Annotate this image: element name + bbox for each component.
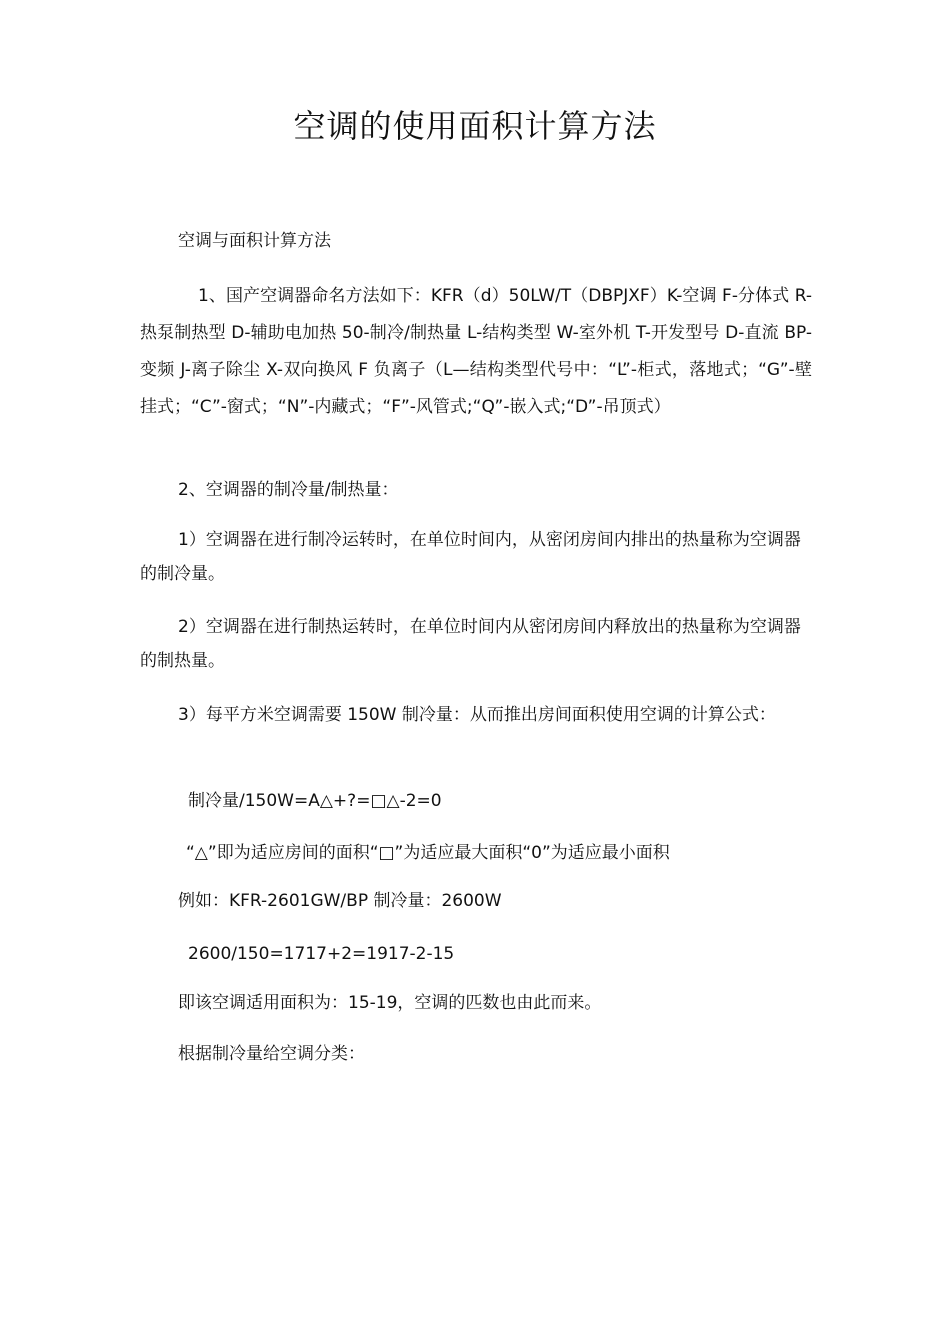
item-3-paragraph: 3）每平方米空调需要 150W 制冷量：从而推出房间面积使用空调的计算公式： (178, 705, 776, 725)
section-2-heading: 2、空调器的制冷量/制热量： (178, 480, 399, 500)
formula: 制冷量/150W=A△+?=□△-2=0 (188, 791, 442, 811)
item-2-paragraph: 2）空调器在进行制热运转时，在单位时间内从密闭房间内释放出的热量称为空调器的制热量。 (140, 617, 801, 671)
item-1-paragraph: 1）空调器在进行制冷运转时，在单位时间内，从密闭房间内排出的热量称为空调器的制冷量。 (140, 530, 801, 584)
example: 例如：KFR-2601GW/BP 制冷量：2600W (178, 891, 502, 911)
formula-note: “△”即为适应房间的面积“□”为适应最大面积“0”为适应最小面积 (186, 843, 670, 863)
subtitle: 空调与面积计算方法 (178, 231, 331, 251)
conclusion: 即该空调适用面积为：15-19，空调的匹数也由此而来。 (178, 993, 602, 1013)
classification-heading: 根据制冷量给空调分类： (178, 1044, 365, 1064)
naming-paragraph: 1、国产空调器命名方法如下：KFR（d）50LW/T（DBPJXF）K-空调 F-分体式 R-热泵制热型 D-辅助电加热 50-制冷/制热量 L-结构类型 W-室外机 T-开发型号 D-直流 BP-变频 J-离子除尘 X-双向换风 F 负离子（L—结构类型代号中：“L”-柜式，落地式；“G”-壁挂式；“C”-窗式；“N”-内藏式；“F”-风管式;“Q”-嵌入式;“D”-吊顶式） (140, 286, 812, 417)
example-calculation: 2600/150=1717+2=1917-2-15 (188, 944, 455, 964)
document-title: 空调的使用面积计算方法 (293, 107, 657, 145)
